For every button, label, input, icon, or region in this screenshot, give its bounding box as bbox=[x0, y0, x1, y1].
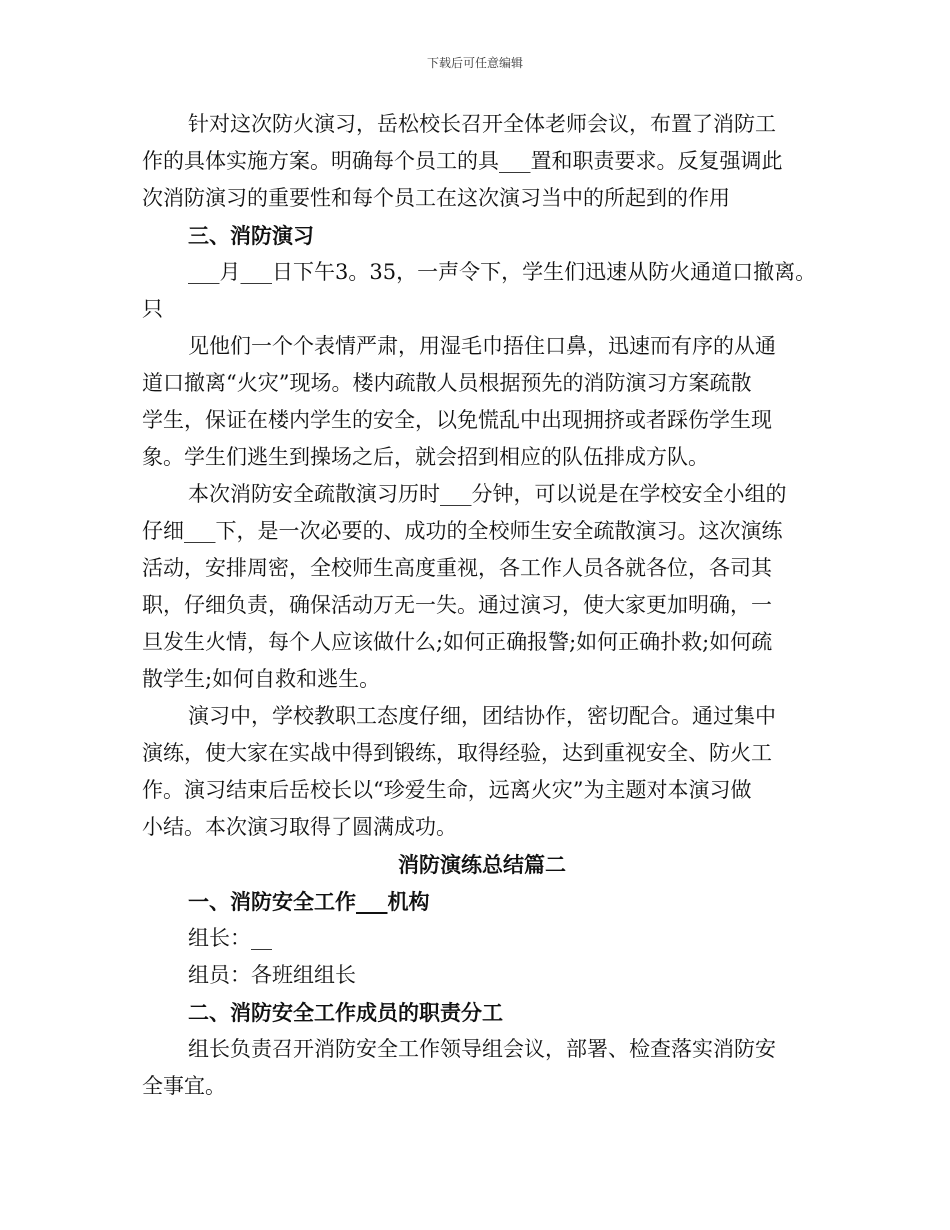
paragraph-line: 作。演习结束后岳校长以“珍爱生命，远离火灾”为主题对本演习做 bbox=[142, 778, 752, 802]
page-header: 下载后可任意编辑 bbox=[426, 56, 523, 70]
section-heading: 二、消防安全工作成员的职责分工 bbox=[188, 1000, 503, 1025]
paragraph-line: 演习中，学校教职工态度仔细，团结协作，密切配合。通过集中 bbox=[188, 704, 776, 728]
paragraph-line: 学生，保证在楼内学生的安全，以免慌乱中出现拥挤或者踩伤学生现 bbox=[142, 408, 772, 432]
paragraph-line: 全事宜。 bbox=[142, 1074, 226, 1098]
paragraph-line: 小结。本次演习取得了圆满成功。 bbox=[142, 815, 457, 839]
paragraph-line: ___月___日下午3。35，一声令下，学生们迅速从防火通道口撤离。 bbox=[188, 260, 817, 284]
paragraph-line: 针对这次防火演习，岳松校长召开全体老师会议，布置了消防工 bbox=[188, 112, 776, 136]
document-body bbox=[142, 106, 822, 1105]
section-heading: 三、消防演习 bbox=[188, 223, 314, 248]
paragraph-line: 组长：__ bbox=[188, 926, 272, 950]
paragraph-line: 象。学生们逃生到操场之后，就会招到相应的队伍排成方队。 bbox=[142, 445, 709, 469]
paragraph-line: 散学生;如何自救和逃生。 bbox=[142, 667, 381, 691]
article-title: 消防演练总结篇二 bbox=[398, 852, 566, 877]
paragraph-line: 次消防演习的重要性和每个员工在这次演习当中的所起到的作用 bbox=[142, 186, 730, 210]
paragraph-line: 本次消防安全疏散演习历时___分钟，可以说是在学校安全小组的 bbox=[188, 482, 787, 506]
section-heading: 一、消防安全工作___机构 bbox=[188, 889, 430, 914]
paragraph-line: 只 bbox=[142, 297, 163, 321]
paragraph-line: 活动，安排周密，全校师生高度重视，各工作人员各就各位，各司其 bbox=[142, 556, 772, 580]
paragraph-line: 组长负责召开消防安全工作领导组会议，部署、检查落实消防安 bbox=[188, 1037, 776, 1061]
paragraph-line: 仔细___下，是一次必要的、成功的全校师生安全疏散演习。这次演练 bbox=[142, 519, 783, 543]
paragraph-line: 作的具体实施方案。明确每个员工的具___置和职责要求。反复强调此 bbox=[142, 149, 783, 173]
paragraph-line: 组员：各班组组长 bbox=[188, 963, 356, 987]
paragraph-line: 演练，使大家在实战中得到锻练，取得经验，达到重视安全、防火工 bbox=[142, 741, 772, 765]
paragraph-line: 见他们一个个表情严肃，用湿毛巾捂住口鼻，迅速而有序的从通 bbox=[188, 334, 776, 358]
paragraph-line: 旦发生火情，每个人应该做什么;如何正确报警;如何正确扑救;如何疏 bbox=[142, 630, 773, 654]
paragraph-line: 道口撤离“火灾”现场。楼内疏散人员根据预先的消防演习方案疏散 bbox=[142, 371, 752, 395]
paragraph-line: 职，仔细负责，确保活动万无一失。通过演习，使大家更加明确，一 bbox=[142, 593, 772, 617]
